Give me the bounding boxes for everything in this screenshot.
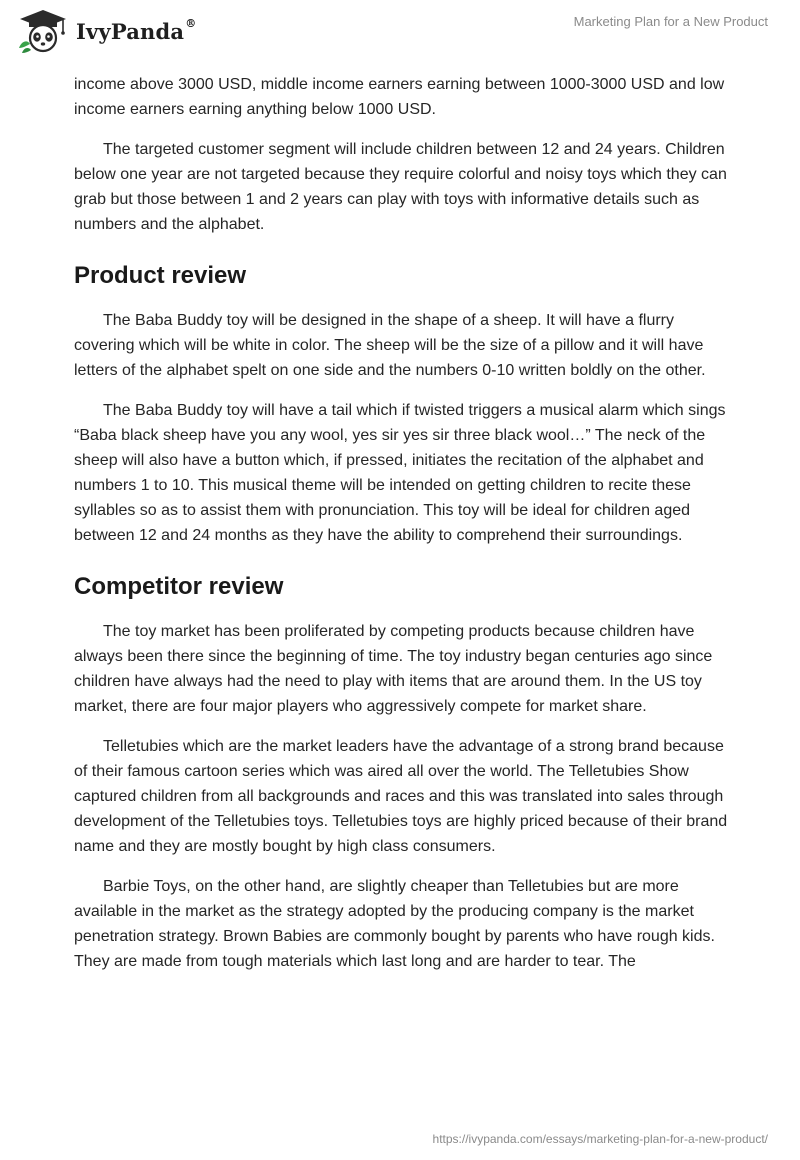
heading-competitor-review: Competitor review [74,573,284,600]
page-header [0,0,800,70]
paragraph-toy-market: The toy market has been proliferated by competing products because children have always been there since the beginning of time. The toy industry began centuries ago since children have always had the need to play with items that are around them. In the US toy market, there are four major players who aggressively compete for market share. [74,623,713,715]
paragraph-telletubies: Telletubies which are the market leaders have the advantage of a strong brand because of their famous cartoon series which was aired all over the world. The Telletubies Show captured children from all backgrounds and races and this was translated into sales through development of the Telletubies toys. Telletubies toys are highly priced because of their brand name and they are mostly bought by high class consumers. [74,738,728,855]
brand-name: IvyPanda® [76,16,197,44]
document-title: Marketing Plan for a New Product [573,14,768,29]
article-body [74,72,734,989]
paragraph-barbie: Barbie Toys, on the other hand, are slightly cheaper than Telletubies but are more available in the market as the strategy adopted by the producing company is the market penetration strategy. Brown Babies are commonly bought by parents who have rough kids. They are made from tough materials which last long and are harder to tear. The [74,878,715,970]
paragraph-income: income above 3000 USD, middle income earners earning between 1000-3000 USD and low income earners earning anything below 1000 USD. [74,76,725,118]
heading-product-review: Product review [74,262,247,289]
paragraph-target-segment: The targeted customer segment will include children between 12 and 24 years. Children below one year are not targeted because they require colorful and noisy toys which they can grab but those between 1 and 2 years can play with toys with informative details such as numbers and the alphabet. [74,141,727,233]
source-url[interactable]: https://ivypanda.com/essays/marketing-plan-for-a-new-product/ [432,1132,768,1146]
brand-logo[interactable] [16,8,196,54]
paragraph-product-features: The Baba Buddy toy will have a tail which if twisted triggers a musical alarm which sings “Baba black sheep have you any wool, yes sir yes sir three black wool…” The neck of the sheep will also have a button which, if pressed, initiates the recitation of the alphabet and numbers 1 to 10. This musical theme will be intended on getting children to recite these syllables so as to assist them with pronunciation. This toy will be ideal for children aged between 12 and 24 months as they have the ability to comprehend their surroundings. [74,402,726,544]
paragraph-product-design: The Baba Buddy toy will be designed in the shape of a sheep. It will have a flurry covering which will be white in color. The sheep will be the size of a pillow and it will have letters of the alphabet spelt on one side and the numbers 0-10 written boldly on the other. [74,312,706,379]
panda-graduate-icon [16,8,70,54]
